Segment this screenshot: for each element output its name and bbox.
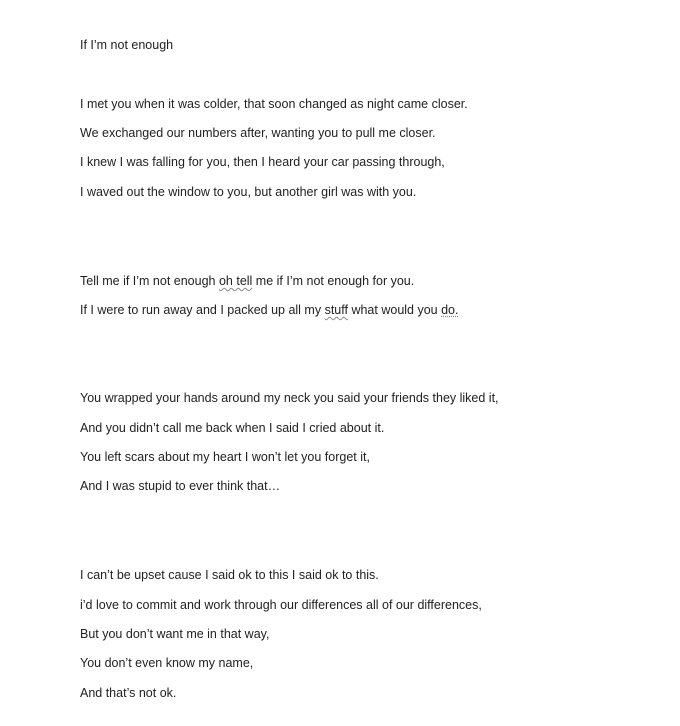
verse3-line-4: You don’t even know my name, (80, 656, 254, 670)
verse3-line-3: But you don’t want me in that way, (80, 627, 270, 641)
chorus-line-1-part-c: me if I’m not enough for you. (252, 274, 415, 288)
verse2-line-2: And you didn’t call me back when I said I cried about it. (80, 421, 385, 435)
verse2-line-4: And I was stupid to ever think that… (80, 479, 281, 493)
chorus-line-2-part-a: If I were to run away and I packed up all my (80, 303, 325, 317)
verse3-line-5: And that’s not ok. (80, 686, 177, 700)
verse2-line-1: You wrapped your hands around my neck you said your friends they liked it, (80, 391, 499, 405)
chorus-line-2 (80, 302, 458, 318)
verse3-line-1: I can’t be upset cause I said ok to this I said ok to this. (80, 568, 379, 582)
chorus-line-1 (80, 273, 414, 289)
chorus-line-2-flagged-word: stuff (324, 303, 348, 317)
verse1-line-4: I waved out the window to you, but another girl was with you. (80, 185, 417, 199)
chorus-line-1-part-a: Tell me if I’m not enough (80, 274, 219, 288)
verse3-line-2: i’d love to commit and work through our differences all of our differences, (80, 598, 482, 612)
poem-title: If I’m not enough (80, 38, 174, 52)
chorus-line-2-flagged-end: do. (441, 303, 459, 317)
verse1-line-1: I met you when it was colder, that soon changed as night came closer. (80, 97, 468, 111)
verse2-line-3: You left scars about my heart I won’t let you forget it, (80, 450, 370, 464)
chorus-line-2-part-c: what would you (347, 303, 442, 317)
verse1-line-2: We exchanged our numbers after, wanting you to pull me closer. (80, 126, 436, 140)
chorus-line-1-flagged: oh tell (218, 274, 253, 288)
verse1-line-3: I knew I was falling for you, then I heard your car passing through, (80, 155, 445, 169)
